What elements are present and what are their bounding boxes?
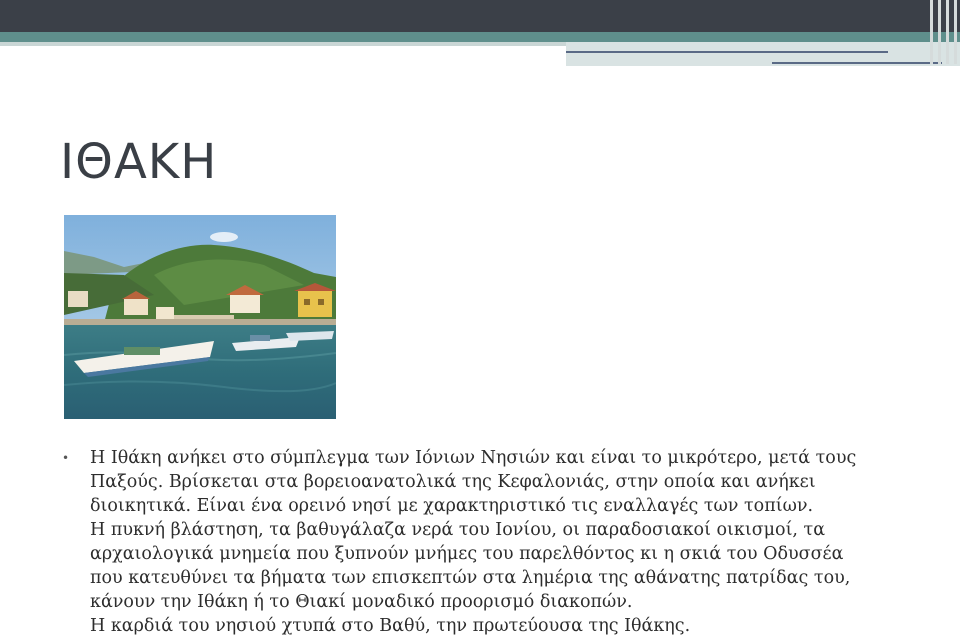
header-stripe (930, 0, 933, 64)
slide-body-text (90, 446, 910, 638)
header-band-teal (0, 32, 960, 42)
paragraph-line: Η πυκνή βλάστηση, τα βαθυγάλαζα νερά του Ιονίου, οι παραδοσιακοί οικισμοί, τα (90, 520, 826, 540)
paragraph-line: Η Ιθάκη ανήκει στο σύμπλεγμα των Ιόνιων Νησιών και είναι το μικρότερο, μετά τους (90, 448, 857, 468)
paragraph-line: που κατευθύνει τα βήματα των επισκεπτών στα λημέρια της αθάνατης πατρίδας του, (90, 568, 851, 588)
paragraph-line: Η καρδιά του νησιού χτυπά στο Βαθύ, την πρωτεύουσα της Ιθάκης. (90, 616, 691, 636)
paragraph-line: διοικητικά. Είναι ένα ορεινό νησί με χαρακτηριστικό τις εναλλαγές των τοπίων. (90, 496, 814, 516)
header-band-dark (0, 0, 960, 32)
paragraph-line: αρχαιολογικά μνημεία που ξυπνούν μνήμες του παρελθόντος κι η σκιά του Οδυσσέα (90, 544, 844, 564)
harbor-photo (64, 215, 336, 419)
header-band-light (0, 42, 566, 46)
header-stripe (954, 0, 957, 64)
paragraph-line: Παξούς. Βρίσκεται στα βορειοανατολικά της Κεφαλονιάς, στην οποία και ανήκει (90, 472, 816, 492)
header-stripe (938, 0, 941, 64)
header-stripe (946, 0, 949, 64)
header-accent-line (772, 62, 942, 64)
paragraph-line: κάνουν την Ιθάκη ή το Θιακί μοναδικό προορισμό διακοπών. (90, 592, 633, 612)
slide-title: ΙΘΑΚΗ (60, 134, 218, 190)
header-accent-line (566, 51, 888, 53)
bullet-marker: • (62, 451, 70, 465)
